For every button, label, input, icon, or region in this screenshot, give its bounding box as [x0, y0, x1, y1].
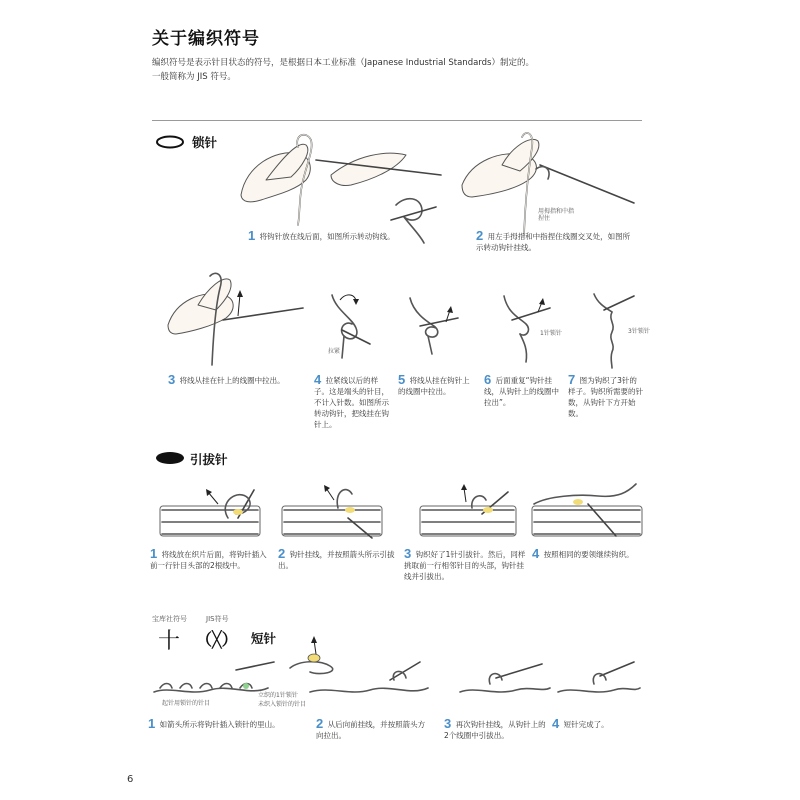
step-number: 1 — [148, 716, 156, 731]
single-bump-detail — [290, 636, 333, 674]
label-back-bump: 未织入锁针的针目 — [258, 701, 307, 708]
intro-line-2: 一般简称为 JIS 符号。 — [152, 72, 236, 82]
single-step-4 — [552, 718, 642, 730]
step-number: 1 — [150, 546, 158, 561]
step-text: 钩织好了1针引拔针。然后，同样挑取前一行相邻针目的头部，钩针挂线并引拔出。 — [404, 550, 526, 581]
chain-step-2 — [476, 230, 636, 253]
step-text: 短针完成了。 — [563, 720, 609, 729]
slip-fabric-2 — [282, 485, 382, 538]
chain-step1-illustration — [236, 125, 446, 245]
step-text: 图为钩织了3针的样子。钩织所需要的针数，从钩针下方开始数。 — [568, 376, 643, 418]
step-text: 按照相同的要领继续钩织。 — [543, 550, 634, 559]
step-number: 2 — [476, 228, 484, 243]
intro-line-1: 编织符号是表示针目状态的符号，是根据日本工业标准（Japanese Industrial Standards）制定的。 — [152, 58, 534, 68]
step-text: 再次钩针挂线，从钩针上的2个线圈中引拔出。 — [444, 720, 546, 740]
page-number: 6 — [127, 774, 134, 785]
step-text: 将线从挂在钩针上的线圈中拉出。 — [398, 376, 470, 396]
section-title-single: 短针 — [251, 631, 277, 646]
chain-step2-illustration — [462, 125, 642, 240]
slip-fabric-3 — [420, 484, 516, 536]
slip-fabric-4 — [532, 484, 642, 536]
chain-step3-illustration — [168, 270, 308, 370]
chain-step-4 — [314, 374, 390, 430]
step-number: 3 — [444, 716, 452, 731]
step-number: 1 — [248, 228, 256, 243]
page-title: 关于编织符号 — [152, 29, 260, 49]
step-text: 钩针挂线，并按照箭头所示引拔出。 — [278, 550, 395, 570]
step-text: 将线从挂在针上的线圈中拉出。 — [179, 376, 285, 385]
step-text: 用左手拇指和中指捏住线圈交叉处，如图所示转动钩针挂线。 — [476, 232, 631, 252]
slip-fabric-1 — [160, 489, 260, 536]
single-illustrations — [150, 640, 645, 710]
step-number: 2 — [278, 546, 286, 561]
slip-step-3 — [404, 548, 526, 582]
label-pull: 拉紧 — [328, 348, 341, 355]
step-text: 拉紧线以后的样子。这是端头的针目，不计入针数。如图所示转动钩针，把线挂在钩针上。 — [314, 376, 389, 429]
step-number: 3 — [404, 546, 412, 561]
chain-step-1 — [248, 230, 408, 242]
slip-step-1 — [150, 548, 270, 571]
single-step-1 — [148, 718, 288, 730]
single-chain-row-4 — [558, 662, 640, 692]
label-start-chain: 起针用锁针的针目 — [162, 700, 211, 707]
single-step-2 — [316, 718, 430, 741]
section-divider-chain — [152, 120, 642, 121]
slip-filled-oval-icon — [154, 450, 186, 466]
label-one-st: 1针锁针 — [540, 330, 562, 337]
chain-step-5 — [398, 374, 474, 397]
section-title-slip: 引拔针 — [190, 452, 228, 467]
chain-step5-illustration — [402, 296, 462, 356]
step-text: 从后向前挂线，并按照箭头方向拉出。 — [316, 720, 426, 740]
step-text: 将线放在织片后面，将钩针插入前一行针目头部的2根线中。 — [150, 550, 267, 570]
step-number: 2 — [316, 716, 324, 731]
section-title-chain: 锁针 — [192, 135, 218, 150]
step-number: 4 — [552, 716, 560, 731]
label-turning-chain: 立织的1针锁针 — [258, 692, 298, 699]
step-number: 3 — [168, 372, 176, 387]
slip-step-2 — [278, 548, 398, 571]
chain-oval-icon — [155, 135, 185, 149]
chain-step-7 — [568, 374, 644, 419]
single-plus-symbol: 十 — [158, 629, 181, 654]
chain-step-6 — [484, 374, 560, 408]
step-text: 将钩针放在线后面，如图所示转动钩线。 — [259, 232, 395, 241]
single-chain-row-2 — [310, 662, 428, 692]
label-thumb-middle: 用拇指和中指捏住 — [538, 208, 575, 222]
slip-illustrations — [158, 478, 648, 540]
slip-step-4 — [532, 548, 644, 560]
label-three-st: 3针锁针 — [628, 328, 650, 335]
single-chain-row-1 — [154, 662, 274, 692]
single-x-symbol: （╳） — [196, 630, 238, 649]
chain-step-3 — [168, 374, 308, 386]
step-text: 后面重复“钩针挂线，从钩针上的线圈中拉出”。 — [484, 376, 559, 407]
step-number: 6 — [484, 372, 492, 387]
label-baoku-symbol: 宝库社符号 — [152, 615, 187, 623]
step-text: 如箭头所示将钩针插入锁针的里山。 — [159, 720, 280, 729]
single-step-3 — [444, 718, 548, 741]
step-number: 4 — [532, 546, 540, 561]
step-number: 7 — [568, 372, 576, 387]
single-chain-row-3 — [460, 664, 550, 692]
label-jis-symbol: JIS符号 — [206, 615, 229, 623]
step-number: 5 — [398, 372, 406, 387]
step-number: 4 — [314, 372, 322, 387]
